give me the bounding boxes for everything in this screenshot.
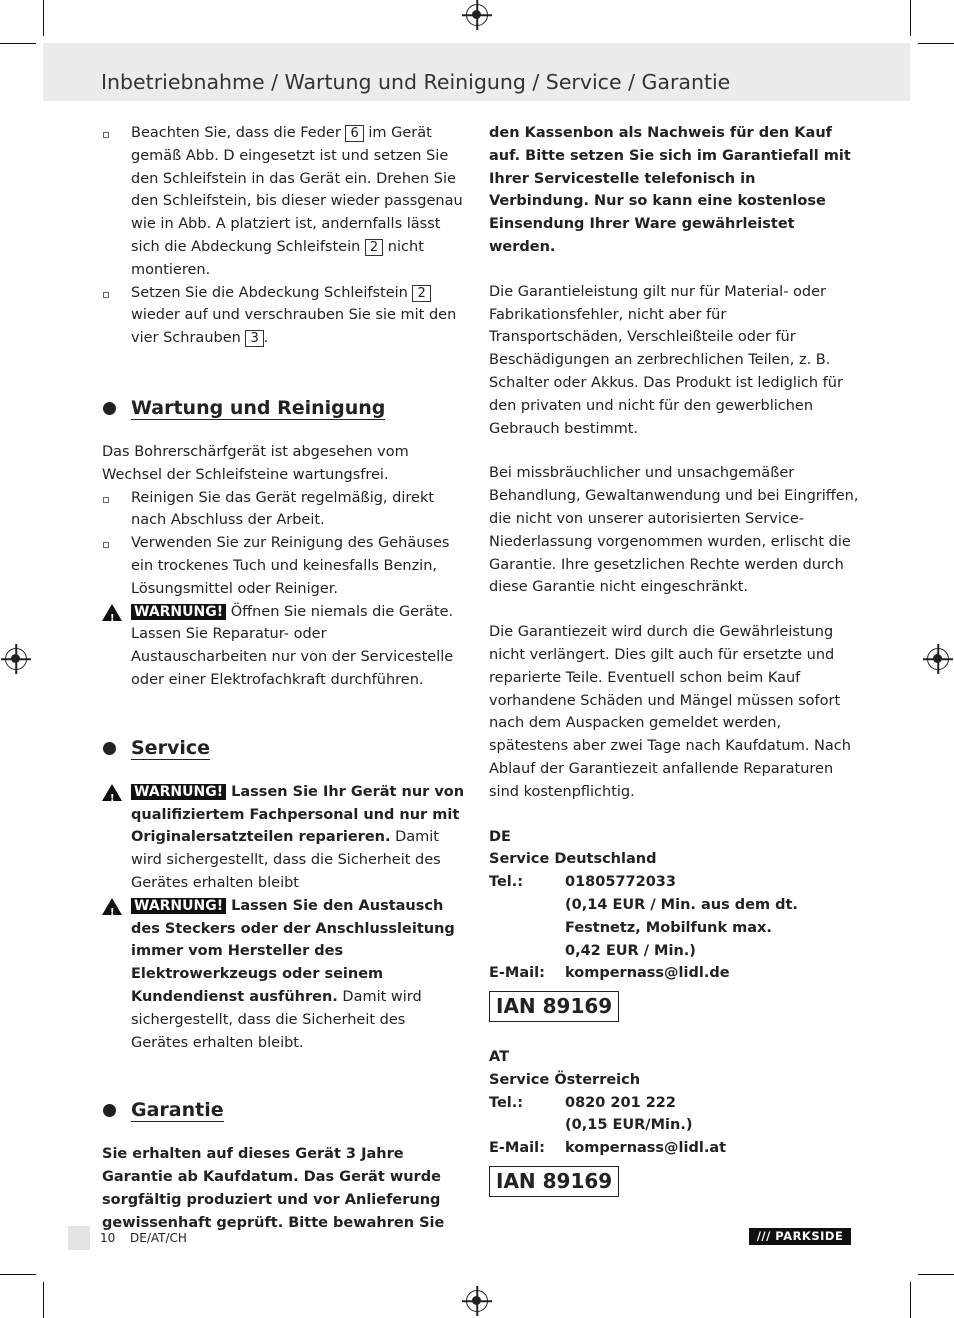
crop-mark (0, 1274, 36, 1275)
service-contact-de: DE Service Deutschland Tel.: 01805772033 (0,14 EUR / Min. aus dem dt. Festnetz, Mobilfunk max. 0,42 EUR / Min.) E-Mail: kompernass@lidl.de IAN 89169 (489, 826, 859, 1023)
crop-mark (910, 0, 911, 36)
list-item: Setzen Sie die Abdeckung Schleifstein 2 wieder auf und verschrauben Sie sie mit den vier Schrauben 3 . (102, 282, 466, 350)
bullet-icon (103, 742, 116, 755)
part-number-box: 3 (245, 330, 263, 347)
crop-mark (910, 1282, 911, 1318)
list-item: Reinigen Sie das Gerät regelmäßig, direkt nach Abschluss der Arbeit. (102, 487, 466, 533)
phone-number: 0820 201 222 (565, 1094, 676, 1111)
page-number-box (68, 1226, 90, 1250)
crop-mark (918, 1274, 954, 1275)
registration-mark-icon (466, 4, 488, 26)
part-number-box: 6 (345, 125, 363, 142)
paragraph: Das Bohrerschärfgerät ist abgesehen vom Wechsel der Schleifsteine wartungsfrei. (102, 443, 409, 483)
language-code: DE/AT/CH (130, 1231, 187, 1245)
brand-logo: /// PARKSIDE (749, 1228, 851, 1245)
crop-mark (0, 43, 36, 44)
email-link[interactable]: kompernass@lidl.de (565, 965, 730, 982)
crop-mark (918, 43, 954, 44)
page-title: Inbetriebnahme / Wartung und Reinigung / Service / Garantie (101, 70, 731, 94)
paragraph: den Kassenbon als Nachweis für den Kauf auf. Bitte setzen Sie sich im Garantiefall mit Ihrer Servicestelle telefonisch in Verbindung. Nur so kann eine kostenlose Einsendung Ihrer Ware gewährleistet werden. (489, 125, 851, 255)
warning-label: WARNUNG! (131, 898, 226, 914)
phone-number: 01805772033 (565, 874, 676, 891)
warning-triangle-icon: ! (102, 784, 122, 801)
warning-label: WARNUNG! (131, 604, 226, 620)
page-number: 10 (100, 1231, 116, 1245)
service-contact-at: AT Service Österreich Tel.: 0820 201 222 (0,15 EUR/Min.) E-Mail: kompernass@lidl.at IAN 89169 (489, 1046, 859, 1197)
paragraph: Bei missbräuchlicher und unsachgemäßer Behandlung, Gewaltanwendung und bei Eingriffen, die nicht von unserer autorisierten Service-Niederlassung vorgenommen wurden, erlischt die Garantie. Ihre gesetzlichen Rechte werden durch diese Garantie nicht eingeschränkt. (489, 465, 859, 596)
warning-note: ! WARNUNG! Lassen Sie den Austausch des Steckers oder der Anschlussleitung immer vom Hersteller des Elektrowerkzeugs oder seinem Kundendienst ausführen. Damit wird sichergestellt, dass die Sicherheit des Gerätes erhalten bleibt. (102, 895, 466, 1055)
right-column (489, 122, 859, 1197)
warning-triangle-icon: ! (102, 898, 122, 915)
crop-mark (43, 1282, 44, 1318)
email-link[interactable]: kompernass@lidl.at (565, 1140, 727, 1157)
registration-mark-icon (466, 1290, 488, 1312)
paragraph: Sie erhalten auf dieses Gerät 3 Jahre Garantie ab Kaufdatum. Das Gerät wurde sorgfältig produziert und vor Anlieferung gewissenhaft geprüft. Bitte bewahren Sie (102, 1146, 445, 1231)
paragraph: Die Garantieleistung gilt nur für Material- oder Fabrikationsfehler, nicht aber für Transportschäden, Verschleißteile oder für Beschädigungen an zerbrechlichen Teilen, z. B. Schalter oder Akkus. Das Produkt ist lediglich für den privaten und nicht für den gewerblichen Gebrauch bestimmt. (489, 283, 843, 437)
section-heading-garantie: Garantie (102, 1097, 466, 1123)
registration-mark-icon (5, 648, 27, 670)
left-column (102, 122, 466, 1234)
part-number-box: 2 (365, 239, 383, 256)
list-item: Beachten Sie, dass die Feder 6 im Gerät gemäß Abb. D eingesetzt ist und setzen Sie den Schleifstein in das Gerät ein. Drehen Sie den Schleifstein, bis dieser wieder passgenau wie in Abb. A platziert ist, andernfalls lässt sich die Abdeckung Schleifstein 2 nicht montieren. (102, 122, 466, 282)
warning-label: WARNUNG! (131, 784, 226, 800)
paragraph: Die Garantiezeit wird durch die Gewährleistung nicht verlängert. Dies gilt auch für ersetzte und reparierte Teile. Eventuell schon beim Kauf vorhandene Schäden und Mängel müssen sofort nach dem Auspacken gemeldet werden, spätestens aber zwei Tage nach Kaufdatum. Nach Ablauf der Garantiezeit anfallende Reparaturen sind kostenpflichtig. (489, 624, 851, 800)
warning-triangle-icon: ! (102, 604, 122, 621)
registration-mark-icon (927, 648, 949, 670)
bullet-icon (103, 402, 116, 415)
warning-note: ! WARNUNG! Lassen Sie Ihr Gerät nur von qualifiziertem Fachpersonal und nur mit Originalersatzteilen reparieren. Damit wird sichergestellt, dass die Sicherheit des Gerätes erhalten bleibt (102, 781, 466, 895)
list-item: Verwenden Sie zur Reinigung des Gehäuses ein trockenes Tuch und keinesfalls Benzin, Lösungsmittel oder Reiniger. (102, 532, 466, 600)
section-heading-wartung: Wartung und Reinigung (102, 395, 466, 421)
page-header (43, 43, 910, 101)
ian-number: IAN 89169 (489, 991, 619, 1022)
bullet-icon (103, 1104, 116, 1117)
crop-mark (43, 0, 44, 36)
warning-note: ! WARNUNG! Öffnen Sie niemals die Geräte. Lassen Sie Reparatur- oder Austauscharbeiten nur von der Servicestelle oder einer Elektrofachkraft durchführen. (102, 601, 466, 692)
ian-number: IAN 89169 (489, 1166, 619, 1197)
part-number-box: 2 (412, 285, 430, 302)
section-heading-service: Service (102, 735, 466, 761)
